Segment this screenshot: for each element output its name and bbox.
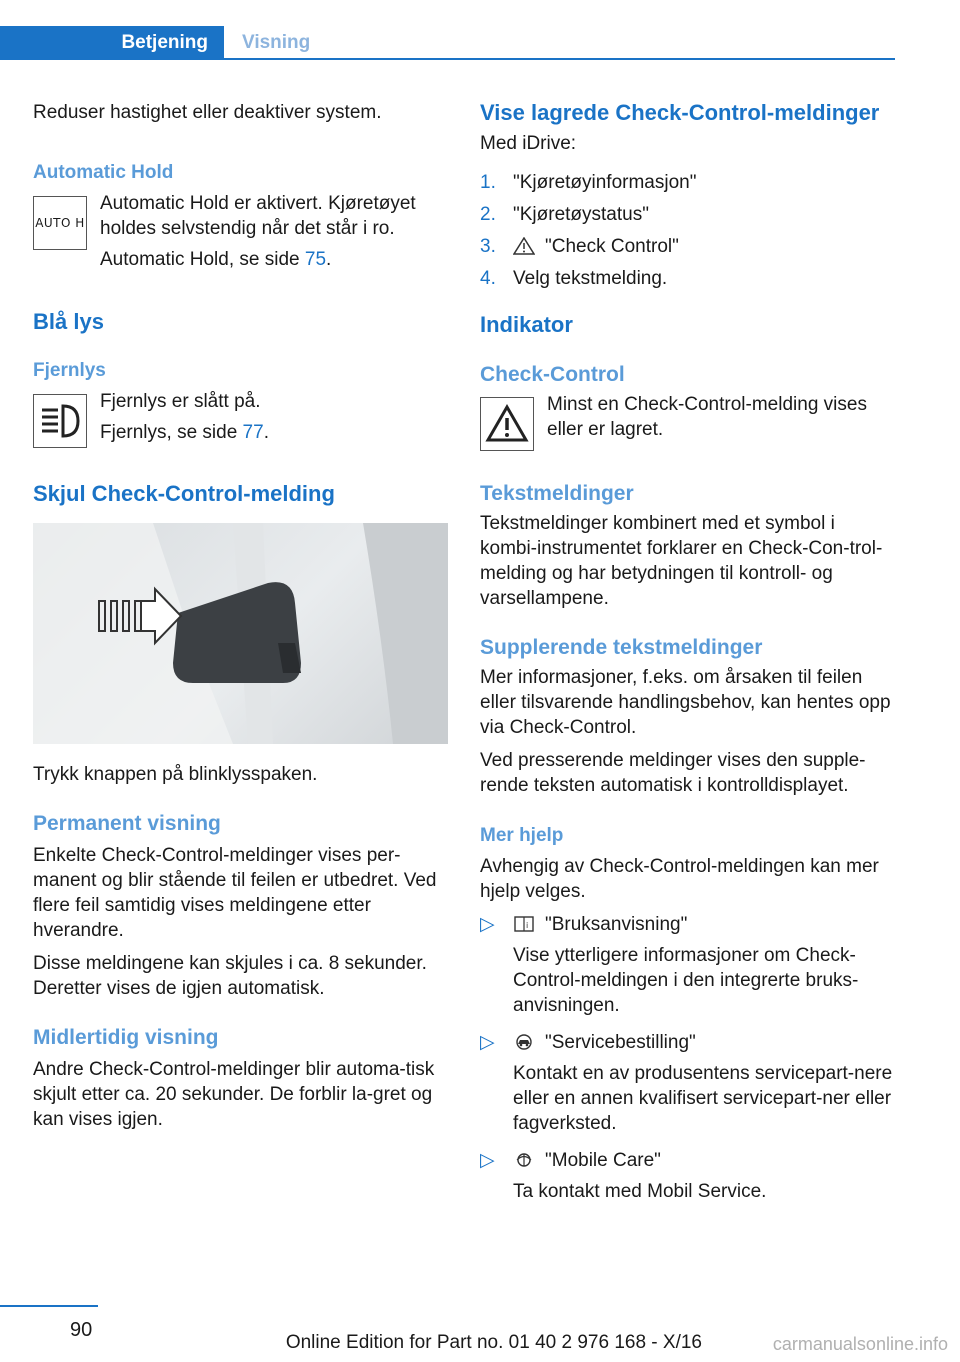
temporary-p1: Andre Check-Control-meldinger blir automa-tisk skjult etter ca. 20 sekunder. De forblir la-gret og kan vises igjen.: [33, 1059, 435, 1130]
service-car-icon: [513, 1033, 535, 1051]
indicator-heading: Indikator: [480, 312, 573, 337]
mobile-care-icon: [513, 1151, 535, 1169]
check-control-warning-icon: [480, 397, 534, 451]
turn-signal-stalk-photo: [33, 523, 448, 744]
supplementary-p1: Mer informasjoner, f.eks. om årsaken til feilen eller tilsvarende handlingsbehov, kan hentes opp via Check-Control.: [480, 667, 891, 738]
hide-message-heading: Skjul Check-Control-melding: [33, 481, 335, 506]
left-column: [33, 100, 448, 1132]
automatic-hold-block: [33, 191, 448, 278]
text-messages-p1: Tekstmeldinger kombinert med et symbol i kombi-instrumentet forklarer en Check-Con-trol-melding og har betydningen til kontroll- og varsellampene.: [480, 513, 883, 609]
page-header: [0, 26, 895, 60]
more-help-list: [480, 912, 895, 1204]
page-link-77[interactable]: 77: [242, 422, 264, 443]
permanent-p1: Enkelte Check-Control-meldinger vises per-manent og blir stående til feilen er utbedret. Ved flere feil samtidig vises meldingene etter hverandre.: [33, 845, 437, 941]
intro-text: Reduser hastighet eller deaktiver system.: [33, 102, 382, 123]
list-item[interactable]: ▷ "Mobile Care" Ta kontakt med Mobil Service.: [480, 1150, 767, 1202]
tab-betjening[interactable]: Betjening: [0, 26, 224, 60]
list-item[interactable]: ▷ i "Bruksanvisning" Vise ytterligere informasjoner om Check-Control-meldingen i den integrerte bruks-anvisningen.: [480, 914, 859, 1016]
svg-text:i: i: [526, 921, 529, 930]
permanent-display-heading: Permanent visning: [33, 812, 221, 835]
step-item[interactable]: 3. "Check Control": [480, 236, 679, 257]
check-control-heading: Check-Control: [480, 363, 625, 386]
automatic-hold-heading: Automatic Hold: [33, 162, 174, 183]
blue-lights-heading: Blå lys: [33, 309, 104, 334]
watermark-text: carmanualsonline.info: [772, 1334, 948, 1354]
footer-divider: [0, 1305, 98, 1307]
check-control-block: [480, 392, 895, 451]
step-item[interactable]: 1. "Kjøretøyinformasjon": [480, 172, 697, 193]
text-messages-heading: Tekstmeldinger: [480, 482, 634, 505]
edition-text: Online Edition for Part no. 01 40 2 976 168 - X/16: [285, 1332, 702, 1353]
page-link-75[interactable]: 75: [304, 249, 327, 270]
list-item[interactable]: ▷ "Servicebestilling" Kontakt en av produsentens servicepart-nere eller en annen kvalifisert servicepart-ner eller fagverksted.: [480, 1032, 893, 1134]
permanent-p2: Disse meldingene kan skjules i ca. 8 sekunder. Deretter vises de igjen automatisk.: [33, 953, 427, 999]
auto-hold-icon: AUTO H: [33, 196, 87, 250]
more-help-heading: Mer hjelp: [480, 825, 564, 846]
photo-caption: Trykk knappen på blinklysspaken.: [33, 764, 318, 785]
high-beam-ref: Fjernlys, se side 77.: [100, 422, 269, 443]
automatic-hold-ref: Automatic Hold, se side 75.: [100, 249, 332, 270]
page-number: 90: [70, 1319, 93, 1341]
tab-visning[interactable]: Visning: [242, 32, 311, 53]
stored-messages-heading: Vise lagrede Check-Control-meldinger: [480, 100, 880, 125]
more-help-p1: Avhengig av Check-Control-meldingen kan mer hjelp velges.: [480, 856, 879, 902]
check-control-text: Minst en Check-Control-melding vises eller er lagret.: [547, 394, 867, 440]
book-icon: [513, 915, 535, 933]
triangle-bullet-icon: ▷: [480, 1032, 495, 1053]
step-item[interactable]: 2. "Kjøretøystatus": [480, 204, 649, 225]
warning-triangle-icon: [513, 237, 535, 255]
header-divider: [0, 58, 895, 60]
temporary-display-heading: Midlertidig visning: [33, 1026, 219, 1049]
with-idrive-text: Med iDrive:: [480, 133, 577, 154]
automatic-hold-text: Automatic Hold er aktivert. Kjøretøyet holdes selvstendig når det står i ro.: [100, 193, 416, 239]
high-beam-block: [33, 389, 448, 451]
supplementary-p2: Ved presserende meldinger vises den supple-rende teksten automatisk i kontrolldisplayet.: [480, 750, 866, 796]
triangle-bullet-icon: ▷: [480, 1150, 495, 1171]
idrive-steps: [480, 170, 895, 291]
high-beam-heading: Fjernlys: [33, 360, 106, 381]
high-beam-icon: [33, 394, 87, 448]
step-item[interactable]: 4. Velg tekstmelding.: [480, 268, 668, 289]
right-column: [480, 100, 895, 1211]
triangle-bullet-icon: ▷: [480, 914, 495, 935]
high-beam-text: Fjernlys er slått på.: [100, 391, 261, 412]
supplementary-heading: Supplerende tekstmeldinger: [480, 636, 763, 659]
